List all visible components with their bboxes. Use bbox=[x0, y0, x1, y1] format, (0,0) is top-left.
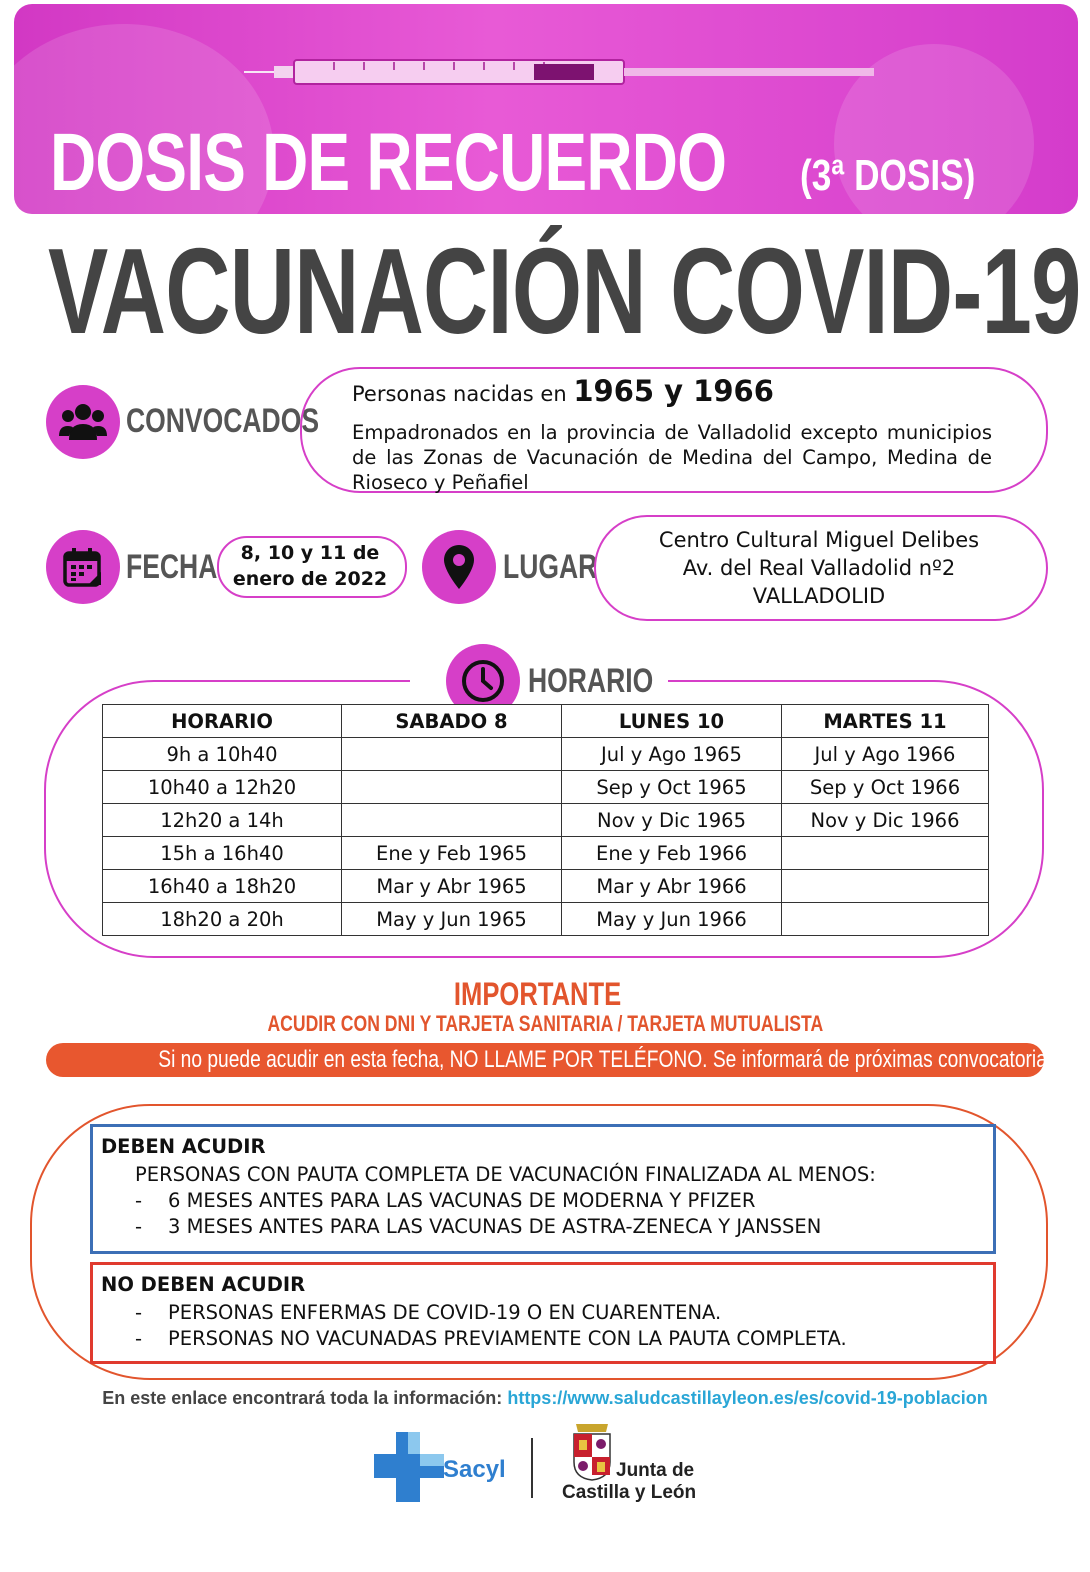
table-cell: May y Jun 1965 bbox=[342, 903, 562, 936]
lugar-line2: Av. del Real Valladolid nº2 bbox=[682, 556, 956, 580]
list-item-text: 3 MESES ANTES PARA LAS VACUNAS DE ASTRA-ZENECA Y JANSSEN bbox=[168, 1215, 822, 1238]
horario-label: HORARIO bbox=[528, 662, 654, 700]
footer-link-label: En este enlace encontrará toda la información: bbox=[102, 1388, 503, 1408]
table-cell bbox=[342, 738, 562, 771]
table-cell: Jul y Ago 1965 bbox=[562, 738, 782, 771]
convocados-label: CONVOCADOS bbox=[126, 402, 320, 440]
deben-acudir-intro: PERSONAS CON PAUTA COMPLETA DE VACUNACIÓN FINALIZADA AL MENOS: bbox=[135, 1163, 876, 1186]
table-cell: 15h a 16h40 bbox=[103, 837, 342, 870]
importante-subtitle-text: ACUDIR CON DNI Y TARJETA SANITARIA / TARJETA MUTUALISTA bbox=[267, 1011, 823, 1036]
table-cell: Nov y Dic 1966 bbox=[782, 804, 989, 837]
table-cell: Sep y Oct 1965 bbox=[562, 771, 782, 804]
deben-acudir-title: DEBEN ACUDIR bbox=[101, 1135, 266, 1158]
fecha-text bbox=[217, 540, 403, 592]
table-row bbox=[103, 870, 989, 903]
table-header-row bbox=[103, 705, 989, 738]
table-cell: Sep y Oct 1966 bbox=[782, 771, 989, 804]
footer-link-url[interactable]: https://www.saludcastillayleon.es/es/covid-19-poblacion bbox=[507, 1388, 988, 1408]
junta-line2: Castilla y León bbox=[562, 1482, 697, 1503]
table-cell: Nov y Dic 1965 bbox=[562, 804, 782, 837]
hero-title: DOSIS DE RECUERDO bbox=[50, 117, 727, 208]
sacyl-cross-icon bbox=[374, 1432, 444, 1502]
list-item: - bbox=[135, 1327, 161, 1350]
table-cell: Mar y Abr 1965 bbox=[342, 870, 562, 903]
convocados-body: Empadronados en la provincia de Valladolid excepto municipios de las Zonas de Vacunación de Medina del Campo, Medina de Rioseco y Peñafiel bbox=[352, 421, 992, 494]
lugar-line3: VALLADOLID bbox=[752, 584, 886, 608]
fecha-line2: enero de 2022 bbox=[232, 568, 388, 590]
table-cell bbox=[782, 903, 989, 936]
list-item: - bbox=[135, 1189, 161, 1212]
table-cell: Mar y Abr 1966 bbox=[562, 870, 782, 903]
calendar-icon bbox=[46, 530, 120, 604]
table-header-cell: LUNES 10 bbox=[562, 705, 782, 738]
list-item: - bbox=[135, 1301, 161, 1324]
no-deben-acudir-title: NO DEBEN ACUDIR bbox=[101, 1273, 306, 1296]
table-row bbox=[103, 771, 989, 804]
list-item-text: PERSONAS ENFERMAS DE COVID-19 O EN CUARENTENA. bbox=[168, 1301, 722, 1324]
table-cell: May y Jun 1966 bbox=[562, 903, 782, 936]
fecha-label: FECHA bbox=[126, 548, 218, 586]
convocados-prefix: Personas nacidas en bbox=[352, 382, 567, 406]
list-item: - bbox=[135, 1215, 161, 1238]
table-row bbox=[103, 837, 989, 870]
lugar-line1: Centro Cultural Miguel Delibes bbox=[658, 528, 980, 552]
convocados-years: 1965 y 1966 bbox=[573, 374, 774, 408]
table-cell: 18h20 a 20h bbox=[103, 903, 342, 936]
table-cell bbox=[342, 771, 562, 804]
table-cell: 16h40 a 18h20 bbox=[103, 870, 342, 903]
no-deben-acudir-box bbox=[90, 1262, 996, 1364]
table-cell: Ene y Feb 1966 bbox=[562, 837, 782, 870]
list-item-text: PERSONAS NO VACUNADAS PREVIAMENTE CON LA PAUTA COMPLETA. bbox=[168, 1327, 847, 1350]
importante-subtitle bbox=[0, 1011, 1090, 1037]
list-item-text: 6 MESES ANTES PARA LAS VACUNAS DE MODERNA Y PFIZER bbox=[168, 1189, 756, 1212]
table-header-cell: SABADO 8 bbox=[342, 705, 562, 738]
table-cell: Jul y Ago 1966 bbox=[782, 738, 989, 771]
schedule-table bbox=[102, 704, 989, 936]
table-cell: 9h a 10h40 bbox=[103, 738, 342, 771]
hero-banner bbox=[14, 4, 1078, 214]
sacyl-label: Sacyl bbox=[443, 1456, 506, 1483]
table-cell bbox=[782, 870, 989, 903]
table-row bbox=[103, 903, 989, 936]
sacyl-logo bbox=[374, 1432, 444, 1506]
notice-banner bbox=[46, 1043, 1057, 1077]
table-header-cell: HORARIO bbox=[103, 705, 342, 738]
table-cell: 10h40 a 12h20 bbox=[103, 771, 342, 804]
junta-shield-logo bbox=[570, 1422, 614, 1486]
table-cell: 12h20 a 14h bbox=[103, 804, 342, 837]
hero-subtitle: (3ª DOSIS) bbox=[800, 151, 976, 200]
table-header-cell: MARTES 11 bbox=[782, 705, 989, 738]
table-cell bbox=[782, 837, 989, 870]
table-row bbox=[103, 804, 989, 837]
importante-title bbox=[0, 976, 1075, 1013]
table-cell bbox=[342, 804, 562, 837]
footer-link-line bbox=[0, 1388, 1090, 1409]
lugar-label: LUGAR bbox=[503, 548, 598, 586]
coat-of-arms-icon bbox=[570, 1422, 614, 1482]
syringe-image bbox=[244, 52, 884, 92]
importante-title-text: IMPORTANTE bbox=[453, 976, 622, 1012]
table-row bbox=[103, 738, 989, 771]
main-title: VACUNACIÓN COVID-19 bbox=[48, 223, 1081, 359]
group-icon bbox=[46, 385, 120, 459]
deben-acudir-box bbox=[90, 1124, 996, 1254]
logo-divider bbox=[531, 1438, 533, 1498]
location-pin-icon bbox=[422, 530, 496, 604]
notice-text: Si no puede acudir en esta fecha, NO LLAME POR TELÉFONO. Se informará de próximas convocatorias bbox=[158, 1046, 1057, 1073]
lugar-text bbox=[594, 526, 1044, 610]
fecha-line1: 8, 10 y 11 de bbox=[240, 542, 380, 564]
table-cell: Ene y Feb 1965 bbox=[342, 837, 562, 870]
junta-line1: Junta de bbox=[616, 1460, 695, 1481]
convocados-line1 bbox=[352, 374, 774, 408]
